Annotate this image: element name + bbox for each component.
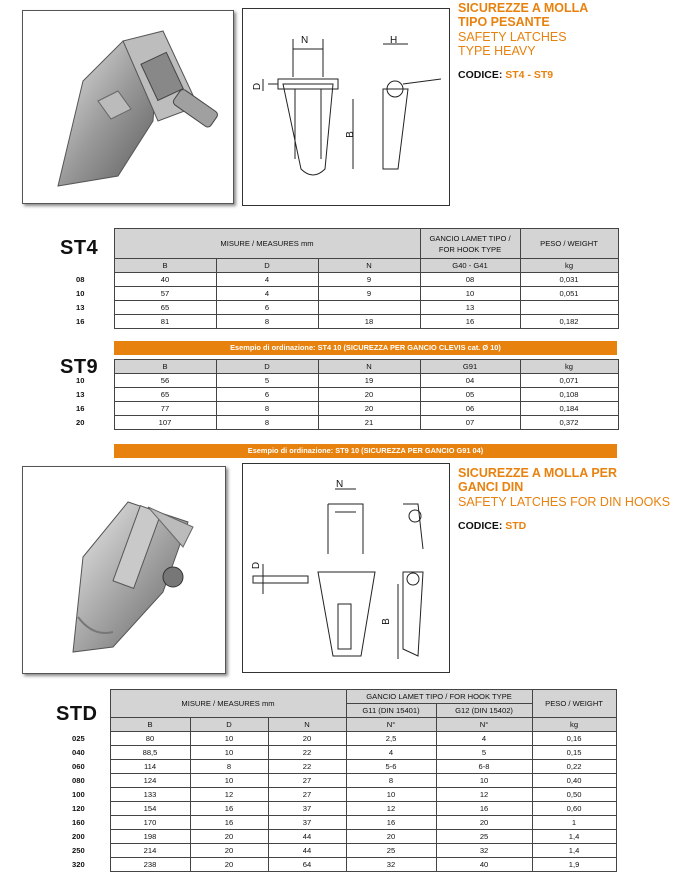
table-cell: 20 (318, 402, 420, 416)
std-header-hook-type: GANCIO LAMET TIPO / FOR HOOK TYPE (346, 690, 532, 704)
section1-subtitle-line1: SAFETY LATCHES (458, 30, 567, 44)
table-cell: 10 (420, 287, 520, 301)
row-size-label: 025 (72, 734, 85, 743)
table-cell: 4 (436, 732, 532, 746)
table-cell: 37 (268, 816, 346, 830)
st4-subheader-cell: kg (520, 259, 618, 273)
din-latch-drawing (243, 464, 449, 672)
std-table-row (70, 830, 616, 844)
row-size-label: 16 (76, 317, 85, 326)
section2-title-line2: GANCI DIN (458, 480, 524, 494)
table-cell: 0,182 (520, 315, 618, 329)
table-cell: 16 (190, 802, 268, 816)
table-cell: 0,50 (532, 788, 616, 802)
std-subheader-cell: D (190, 718, 268, 732)
table-cell: 8 (216, 402, 318, 416)
table-cell: 56 (114, 374, 216, 388)
st9-table (74, 359, 619, 430)
table-cell: 0,372 (520, 416, 618, 430)
table-cell: 170 (110, 816, 190, 830)
table-cell: 16 (190, 816, 268, 830)
section2-subtitle-line1: SAFETY LATCHES FOR DIN HOOKS (458, 495, 671, 509)
table-cell: 4 (216, 287, 318, 301)
table-cell: 10 (190, 746, 268, 760)
st9-series-label: ST9 (60, 356, 99, 378)
row-size-label: 060 (72, 762, 85, 771)
row-size-label: 100 (72, 790, 85, 799)
table-cell: 80 (110, 732, 190, 746)
row-size-label: 10 (76, 376, 85, 385)
section2-code-value: STD (505, 520, 527, 532)
st9-subheader-cell: B (114, 360, 216, 374)
table-cell: 0,108 (520, 388, 618, 402)
st4-subheader-cell: G40 - G41 (420, 259, 520, 273)
din-latch-photo-illustration (23, 467, 225, 673)
table-cell: 25 (436, 830, 532, 844)
table-cell: 1,4 (532, 830, 616, 844)
table-cell: 20 (190, 830, 268, 844)
table-cell: 6 (216, 388, 318, 402)
table-cell: 0,184 (520, 402, 618, 416)
row-size-label: 08 (76, 275, 85, 284)
table-cell: 57 (114, 287, 216, 301)
table-cell: 40 (436, 858, 532, 872)
table-cell: 5 (436, 746, 532, 760)
st4-subheader-row (74, 259, 618, 273)
std-product-photo (22, 466, 226, 674)
table-cell: 05 (420, 388, 520, 402)
table-cell: 20 (268, 732, 346, 746)
table-cell: 154 (110, 802, 190, 816)
row-size-label: 160 (72, 818, 85, 827)
table-cell: 8 (190, 760, 268, 774)
st9-table-row (74, 416, 618, 430)
table-cell: 10 (190, 732, 268, 746)
table-cell: 16 (420, 315, 520, 329)
table-cell: 16 (346, 816, 436, 830)
st9-subheader-cell: kg (520, 360, 618, 374)
table-cell: 1 (532, 816, 616, 830)
table-cell: 0,031 (520, 273, 618, 287)
table-cell: 06 (420, 402, 520, 416)
std-dim-n-label: N (336, 479, 344, 490)
table-cell: 133 (110, 788, 190, 802)
st4-table-row (74, 301, 618, 315)
table-cell: 88,5 (110, 746, 190, 760)
std-technical-drawing (242, 463, 450, 673)
table-cell: 5-6 (346, 760, 436, 774)
table-cell: 2,5 (346, 732, 436, 746)
std-subheader-cell: kg (532, 718, 616, 732)
table-cell: 198 (110, 830, 190, 844)
st4-table-row (74, 287, 618, 301)
table-cell: 81 (114, 315, 216, 329)
st4-header-measures: MISURE / MEASURES mm (114, 229, 420, 259)
row-size-label: 250 (72, 846, 85, 855)
table-cell: 16 (436, 802, 532, 816)
std-table (70, 689, 617, 872)
table-cell: 32 (436, 844, 532, 858)
st9-table-row (74, 374, 618, 388)
std-header-weight: PESO / WEIGHT (532, 690, 616, 718)
table-cell: 0,40 (532, 774, 616, 788)
st4-table-row (74, 315, 618, 329)
st4-series-label: ST4 (60, 237, 99, 259)
row-size-label: 320 (72, 860, 85, 869)
table-cell: 4 (346, 746, 436, 760)
std-table-row (70, 816, 616, 830)
table-cell: 8 (346, 774, 436, 788)
st4-header-weight: PESO / WEIGHT (520, 229, 618, 259)
table-cell: 12 (346, 802, 436, 816)
row-size-label: 16 (76, 404, 85, 413)
dim-b-label: B (344, 131, 356, 138)
table-cell: 08 (420, 273, 520, 287)
row-size-label: 20 (76, 418, 85, 427)
dim-n-label: N (301, 35, 309, 46)
table-cell: 27 (268, 774, 346, 788)
table-cell: 0,051 (520, 287, 618, 301)
table-cell: 12 (190, 788, 268, 802)
row-size-label: 080 (72, 776, 85, 785)
table-cell: 20 (318, 388, 420, 402)
std-subheader-cell: N° (346, 718, 436, 732)
row-size-label: 13 (76, 390, 85, 399)
table-cell: 12 (436, 788, 532, 802)
st9-table-row (74, 388, 618, 402)
row-size-label: 200 (72, 832, 85, 841)
table-cell: 114 (110, 760, 190, 774)
table-cell: 6 (216, 301, 318, 315)
table-cell: 0,22 (532, 760, 616, 774)
table-cell: 27 (268, 788, 346, 802)
table-cell: 20 (436, 816, 532, 830)
st9-subheader-cell: D (216, 360, 318, 374)
section1-title-line1: SICUREZZE A MOLLA (458, 1, 589, 15)
st9-order-example: Esempio di ordinazione: ST9 10 (SICUREZZA PER GANCIO G91 04) (114, 444, 617, 458)
table-cell (318, 301, 420, 315)
row-size-label: 120 (72, 804, 85, 813)
section1-code-label: CODICE: (458, 69, 503, 81)
std-table-row (70, 802, 616, 816)
table-cell: 04 (420, 374, 520, 388)
std-subheader-row (70, 718, 616, 732)
table-cell: 1,4 (532, 844, 616, 858)
table-cell: 0,071 (520, 374, 618, 388)
st9-subheader-cell: G91 (420, 360, 520, 374)
table-cell: 9 (318, 273, 420, 287)
table-cell: 22 (268, 746, 346, 760)
section1-code (458, 69, 553, 81)
section1-subtitle-line2: TYPE HEAVY (458, 44, 536, 58)
std-table-row (70, 760, 616, 774)
std-table-row (70, 858, 616, 872)
table-cell: 107 (114, 416, 216, 430)
table-cell: 1,9 (532, 858, 616, 872)
std-header-g11: G11 (DIN 15401) (346, 704, 436, 718)
table-cell: 07 (420, 416, 520, 430)
table-cell: 214 (110, 844, 190, 858)
std-subheader-cell: N (268, 718, 346, 732)
table-cell: 20 (190, 858, 268, 872)
table-cell: 20 (346, 830, 436, 844)
st9-subheader-row (74, 360, 618, 374)
table-cell: 21 (318, 416, 420, 430)
std-series-label: STD (56, 703, 98, 725)
table-cell: 44 (268, 844, 346, 858)
std-table-row (70, 788, 616, 802)
table-cell: 10 (436, 774, 532, 788)
table-cell: 13 (420, 301, 520, 315)
std-table-row (70, 774, 616, 788)
st9-table-row (74, 402, 618, 416)
heavy-latch-drawing (243, 9, 449, 205)
table-cell: 37 (268, 802, 346, 816)
st4-header-hook-type: GANCIO LAMET TIPO / FOR HOOK TYPE (420, 229, 520, 259)
table-cell: 238 (110, 858, 190, 872)
table-cell: 0,15 (532, 746, 616, 760)
table-cell: 10 (190, 774, 268, 788)
row-size-label: 13 (76, 303, 85, 312)
section2-title-line1: SICUREZZE A MOLLA PER (458, 466, 618, 480)
st4-order-example: Esempio di ordinazione: ST4 10 (SICUREZZA PER GANCIO CLEVIS cat. Ø 10) (114, 341, 617, 355)
st4-table (74, 228, 619, 329)
std-subheader-cell: N° (436, 718, 532, 732)
table-cell: 10 (346, 788, 436, 802)
table-cell: 25 (346, 844, 436, 858)
table-cell: 18 (318, 315, 420, 329)
std-dim-d-label: D (251, 561, 263, 570)
dim-d-label: D (252, 82, 264, 91)
table-cell: 124 (110, 774, 190, 788)
section1-code-value: ST4 - ST9 (505, 69, 554, 81)
std-table-row (70, 746, 616, 760)
std-header-g12: G12 (DIN 15402) (436, 704, 532, 718)
table-cell: 9 (318, 287, 420, 301)
table-cell: 0,16 (532, 732, 616, 746)
st4-st9-product-photo (22, 10, 234, 204)
table-cell: 5 (216, 374, 318, 388)
table-cell: 6-8 (436, 760, 532, 774)
table-cell: 8 (216, 416, 318, 430)
st4-table-row (74, 273, 618, 287)
row-size-label: 10 (76, 289, 85, 298)
section2-code-label: CODICE: (458, 520, 503, 532)
std-table-row (70, 732, 616, 746)
table-cell: 64 (268, 858, 346, 872)
row-size-label: 040 (72, 748, 85, 757)
st4-subheader-cell: B (114, 259, 216, 273)
table-cell: 0,60 (532, 802, 616, 816)
table-cell: 4 (216, 273, 318, 287)
table-cell: 32 (346, 858, 436, 872)
table-cell: 40 (114, 273, 216, 287)
std-header-measures: MISURE / MEASURES mm (110, 690, 346, 718)
table-cell: 22 (268, 760, 346, 774)
table-cell: 8 (216, 315, 318, 329)
std-table-row (70, 844, 616, 858)
table-cell: 65 (114, 301, 216, 315)
dim-h-label: H (390, 35, 398, 46)
table-cell: 77 (114, 402, 216, 416)
st4-subheader-cell: N (318, 259, 420, 273)
std-subheader-cell: B (110, 718, 190, 732)
table-cell (520, 301, 618, 315)
table-cell: 20 (190, 844, 268, 858)
heavy-latch-photo-illustration (23, 11, 233, 203)
st4-st9-technical-drawing (242, 8, 450, 206)
st9-subheader-cell: N (318, 360, 420, 374)
std-dim-b-label: B (380, 618, 392, 625)
st4-subheader-cell: D (216, 259, 318, 273)
table-cell: 44 (268, 830, 346, 844)
table-cell: 19 (318, 374, 420, 388)
section2-code (458, 520, 526, 532)
table-cell: 65 (114, 388, 216, 402)
section1-title-line2: TIPO PESANTE (458, 15, 550, 29)
